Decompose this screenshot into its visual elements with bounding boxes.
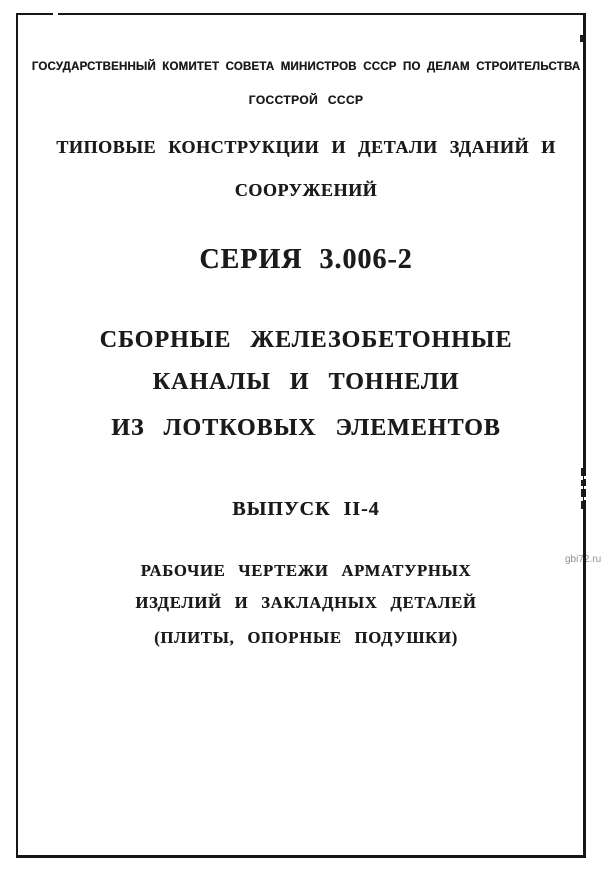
scan-artifact-gap <box>53 13 58 16</box>
content-description-line-1: РАБОЧИЕ ЧЕРТЕЖИ АРМАТУРНЫХ <box>140 561 472 580</box>
subject-title-line-3: ИЗ ЛОТКОВЫХ ЭЛЕМЕНТОВ <box>111 415 501 441</box>
scan-artifact-gap <box>584 486 588 489</box>
content-description-line-2: ИЗДЕЛИЙ И ЗАКЛАДНЫХ ДЕТАЛЕЙ <box>135 593 477 612</box>
issue-number: ВЫПУСК II-4 <box>232 498 380 520</box>
scan-artifact-tick <box>580 35 583 42</box>
agency-line: ГОССТРОЙ СССР <box>248 93 364 107</box>
scan-artifact-tick <box>581 468 583 476</box>
scan-artifact-gap <box>584 476 588 479</box>
scan-artifact-tick <box>581 480 583 486</box>
content-description-line-3: (ПЛИТЫ, ОПОРНЫЕ ПОДУШКИ) <box>154 628 458 647</box>
collection-title-line-1: ТИПОВЫЕ КОНСТРУКЦИИ И ДЕТАЛИ ЗДАНИЙ И <box>56 137 556 157</box>
series-title: СЕРИЯ 3.006-2 <box>199 244 413 275</box>
watermark-text: gbi72.ru <box>565 554 602 565</box>
subject-title-line-2: КАНАЛЫ И ТОННЕЛИ <box>152 369 460 395</box>
committee-line: ГОСУДАРСТВЕННЫЙ КОМИТЕТ СОВЕТА МИНИСТРОВ СССР ПО ДЕЛАМ СТРОИТЕЛЬСТВА <box>31 61 581 73</box>
collection-title-line-2: СООРУЖЕНИЙ <box>234 180 378 200</box>
subject-title-line-1: СБОРНЫЕ ЖЕЛЕЗОБЕТОННЫЕ <box>99 327 513 353</box>
scan-artifact-tick <box>581 489 583 497</box>
